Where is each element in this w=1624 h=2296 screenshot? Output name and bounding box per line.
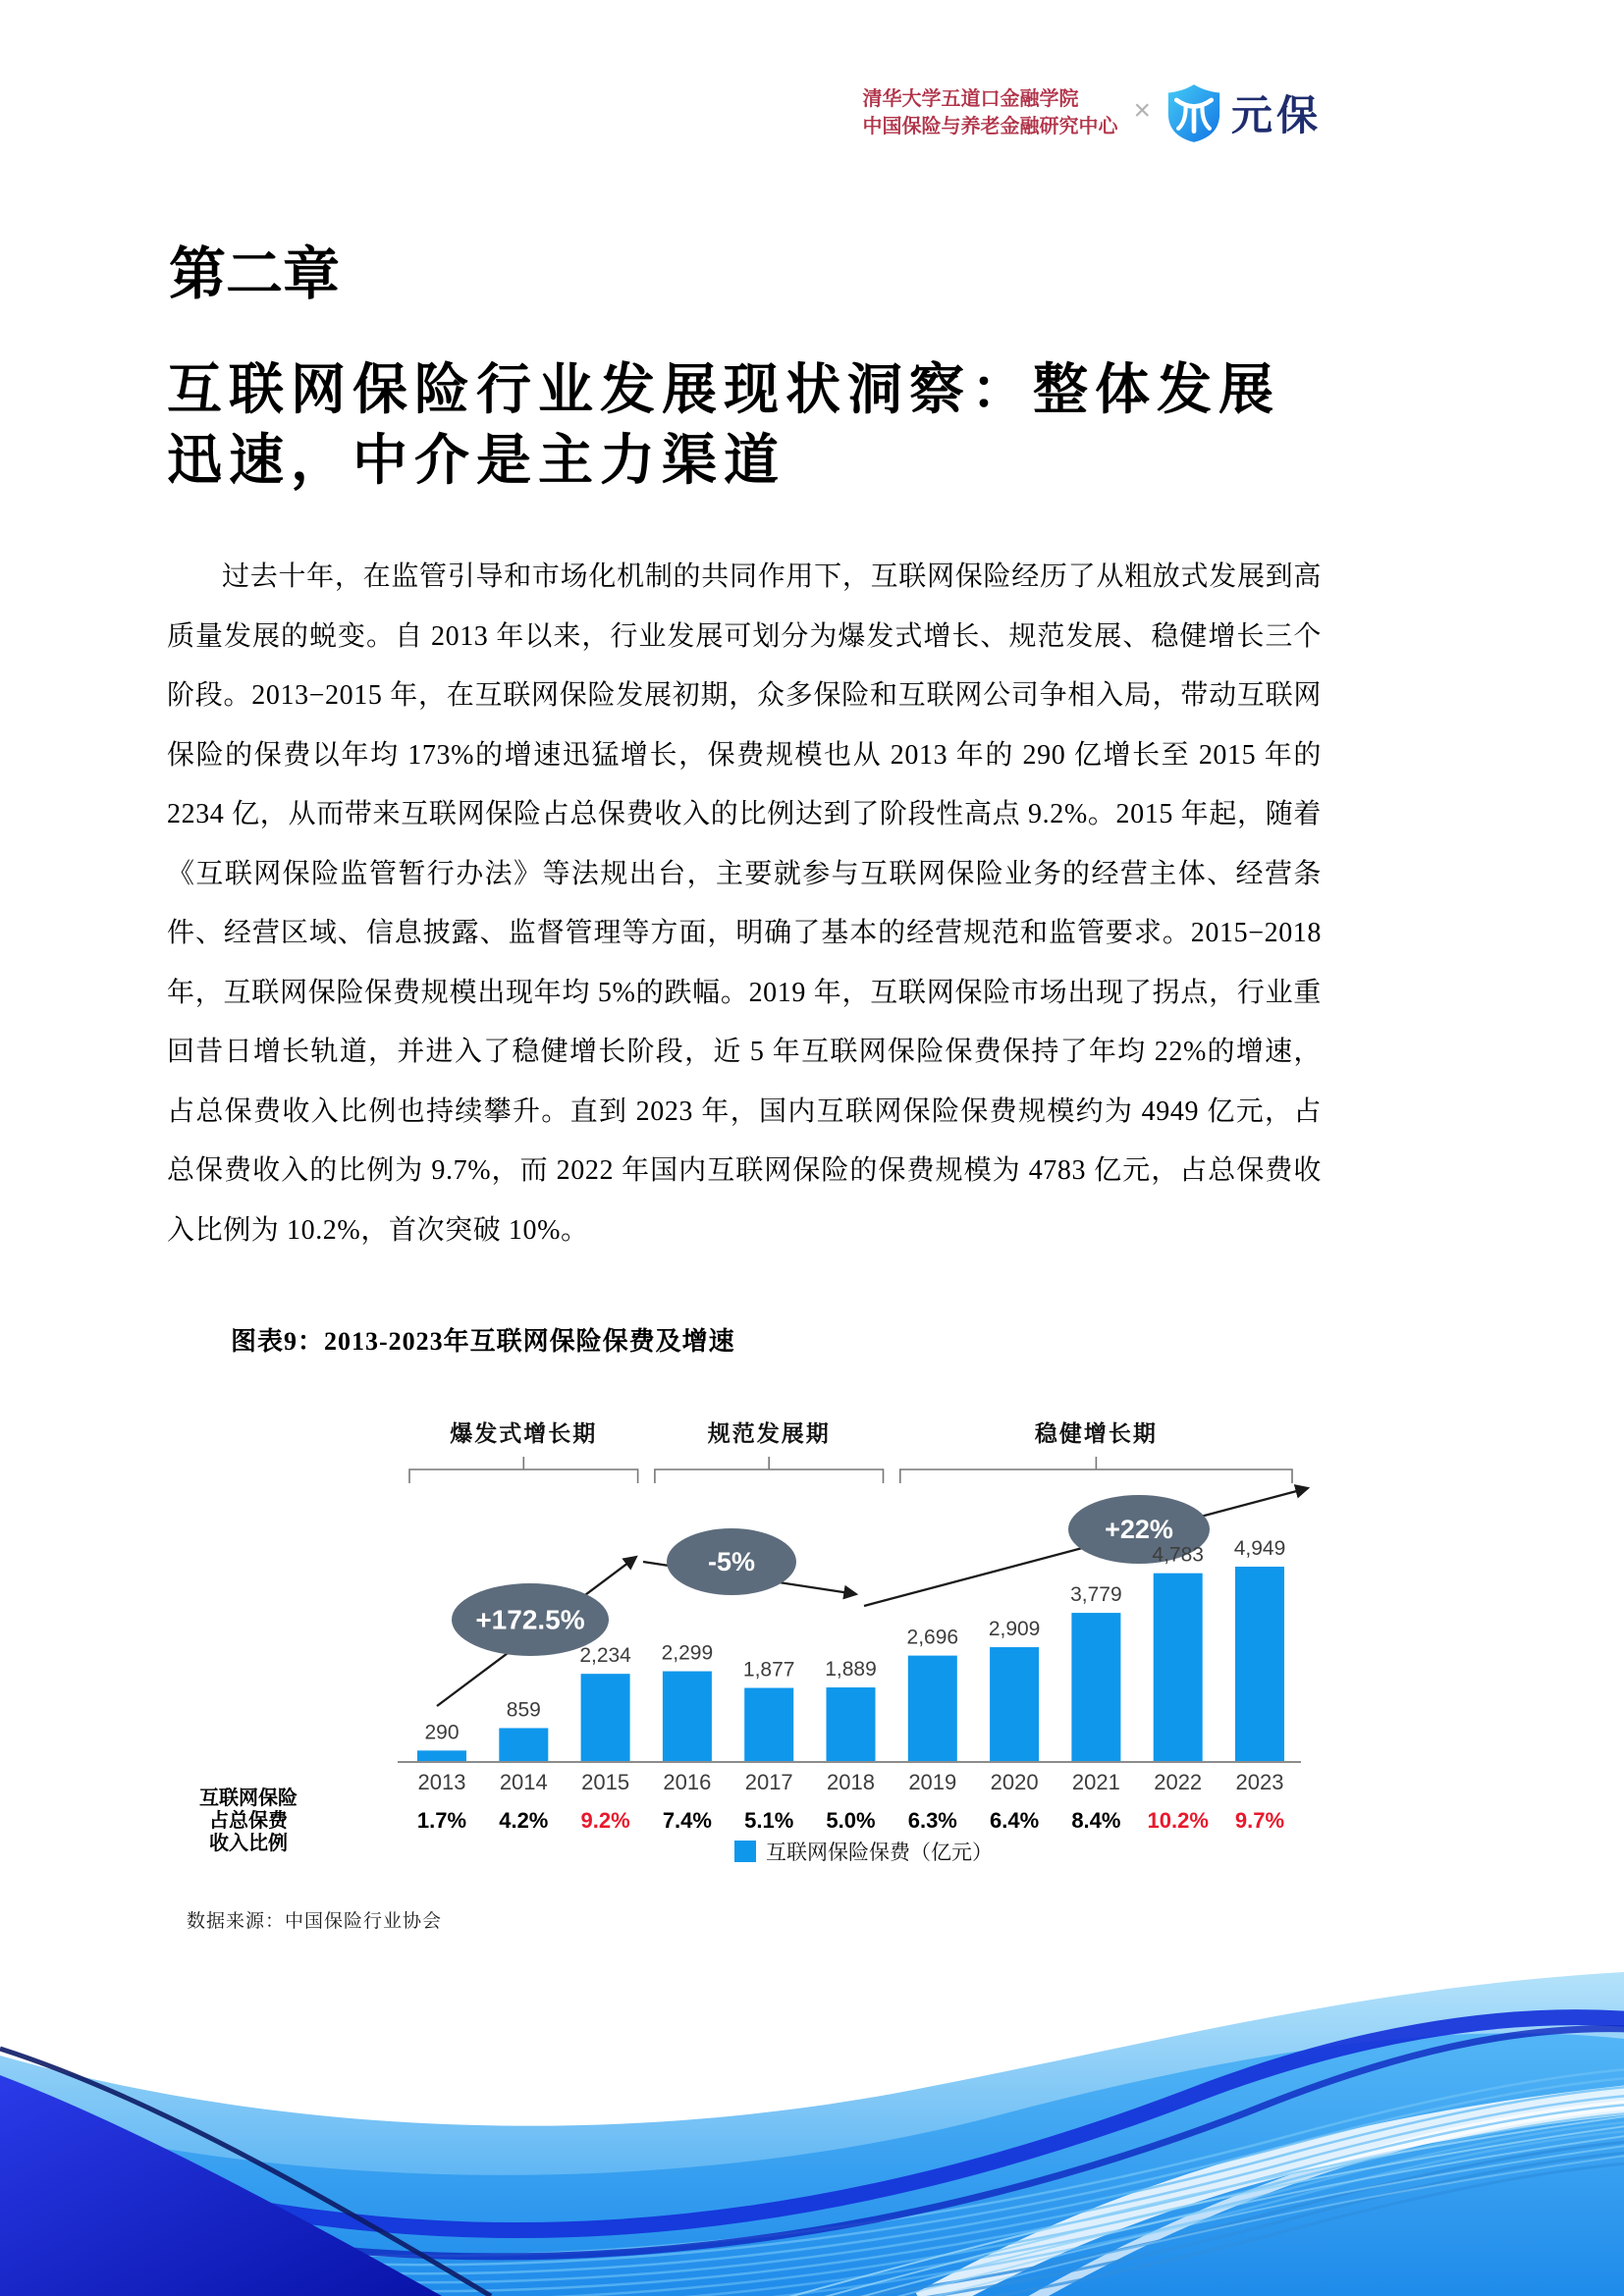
year-label: 2018 xyxy=(827,1770,875,1794)
percent-value: 9.2% xyxy=(580,1808,630,1833)
phase-brackets xyxy=(409,1420,1292,1483)
bar-value-label: 2,909 xyxy=(988,1618,1041,1641)
bar xyxy=(990,1647,1039,1762)
year-label: 2016 xyxy=(663,1770,712,1794)
phase-bracket xyxy=(409,1457,638,1483)
bar-value-label: 1,877 xyxy=(742,1658,795,1682)
percent-value: 9.7% xyxy=(1234,1808,1285,1833)
year-label: 2013 xyxy=(417,1770,466,1794)
chapter-label: 第二章 xyxy=(169,242,341,306)
figure-caption: 图表9：2013-2023年互联网保险保费及增速 xyxy=(231,1327,735,1356)
year-labels xyxy=(418,1770,1284,1794)
percent-value: 10.2% xyxy=(1147,1808,1209,1833)
phase-label: 规范发展期 xyxy=(707,1421,831,1446)
org-name-line1: 清华大学五道口金融学院 xyxy=(862,88,1079,110)
year-label: 2017 xyxy=(744,1770,793,1794)
percent-value: 7.4% xyxy=(662,1808,712,1833)
percent-value: 5.0% xyxy=(826,1808,876,1833)
collab-cross: × xyxy=(1133,94,1151,127)
year-label: 2015 xyxy=(581,1770,630,1794)
brand-name: 元保 xyxy=(1230,92,1322,138)
percent-row-label: 收入比例 xyxy=(209,1833,288,1854)
body-paragraph: 过去十年，在监管引导和市场化机制的共同作用下，互联网保险经历了从粗放式发展到高质量发展的蜕变。自 2013 年以来，行业发展可划分为爆发式增长、规范发展、稳健增长三个阶段。2013−2015 年，在互联网保险发展初期，众多保险和互联网公司争相入局，带动互联网保险的保费以年均 173%的增速迅猛增长，保费规模也从 2013 年的 290 亿增长至 2015 年的 2234 亿，从而带来互联网保险占总保费收入的比例达到了阶段性高点 9.2%。2015 年起，随着《互联网保险监管暂行办法》等法规出台，主要就参与互联网保险业务的经营主体、经营条件、经营区域、信息披露、监督管理等方面，明确了基本的经营规范和监管要求。2015−2018 年，互联网保险保费规模出现年均 5%的跌幅。2019 年，互联网保险市场出现了拐点，行业重回昔日增长轨道，并进入了稳健增长阶段，近 5 年互联网保险保费保持了年均 22%的增速，占总保费收入比例也持续攀升。直到 2023 年，国内互联网保险保费规模约为 4949 亿元，占总保费收入的比例为 9.7%，而 2022 年国内互联网保险的保费规模为 4783 亿元，占总保费收入比例为 10.2%，首次突破 10%。 xyxy=(167,561,1322,1246)
bar-value-label: 4,783 xyxy=(1152,1543,1204,1567)
percent-value: 1.7% xyxy=(416,1808,467,1833)
year-label: 2014 xyxy=(499,1770,548,1794)
premium-growth-chart xyxy=(0,1394,1624,1963)
bar-value-label: 2,234 xyxy=(579,1644,631,1668)
bar xyxy=(663,1672,712,1762)
growth-annotation-text: +172.5% xyxy=(475,1604,585,1635)
legend-label: 互联网保险保费（亿元） xyxy=(766,1841,993,1864)
bar xyxy=(1235,1567,1284,1762)
bar-value-label: 2,696 xyxy=(906,1626,959,1649)
bar-value-label: 3,779 xyxy=(1070,1583,1122,1607)
footer-wave-graphic xyxy=(0,1903,1624,2296)
year-label: 2020 xyxy=(990,1770,1039,1794)
org-name xyxy=(862,85,1117,140)
growth-annotation-text: +22% xyxy=(1105,1515,1173,1545)
bar xyxy=(744,1688,793,1762)
growth-annotation-text: -5% xyxy=(707,1547,756,1577)
bar xyxy=(1071,1613,1120,1762)
bar-value-label: 859 xyxy=(506,1698,541,1722)
org-name-line2: 中国保险与养老金融研究中心 xyxy=(862,116,1118,137)
bar-value-label: 2,299 xyxy=(661,1641,714,1665)
phase-bracket xyxy=(900,1457,1292,1483)
page-title: 互联网保险行业发展现状洞察：整体发展迅速，中介是主力渠道 xyxy=(167,360,1280,492)
percent-row-label: 互联网保险 xyxy=(199,1788,298,1809)
year-label: 2022 xyxy=(1154,1770,1203,1794)
bar xyxy=(1154,1574,1203,1762)
phase-bracket xyxy=(655,1457,884,1483)
bar xyxy=(499,1728,548,1762)
year-label: 2021 xyxy=(1071,1770,1120,1794)
percent-value: 6.4% xyxy=(990,1808,1040,1833)
percent-row-label: 占总保费 xyxy=(209,1810,288,1832)
bar xyxy=(581,1674,630,1762)
year-label: 2019 xyxy=(908,1770,957,1794)
year-label: 2023 xyxy=(1235,1770,1284,1794)
phase-label: 稳健增长期 xyxy=(1034,1421,1158,1446)
bar-value-label: 1,889 xyxy=(825,1658,877,1682)
bar xyxy=(908,1656,957,1762)
figure-source: 数据来源：中国保险行业协会 xyxy=(187,1911,443,1932)
legend xyxy=(734,1841,993,1864)
percent-value: 4.2% xyxy=(499,1808,549,1833)
phase-label: 爆发式增长期 xyxy=(450,1421,598,1446)
brand-shield-icon xyxy=(1166,82,1221,143)
bar-value-label: 4,949 xyxy=(1233,1537,1286,1560)
bar-value-label: 290 xyxy=(424,1721,460,1744)
percent-value: 6.3% xyxy=(907,1808,957,1833)
bar xyxy=(827,1687,876,1762)
bar xyxy=(417,1750,466,1762)
brand-logo xyxy=(1166,82,1322,143)
percent-value: 5.1% xyxy=(744,1808,794,1833)
header xyxy=(862,82,1322,143)
percent-value: 8.4% xyxy=(1071,1808,1121,1833)
legend-swatch xyxy=(734,1841,756,1862)
